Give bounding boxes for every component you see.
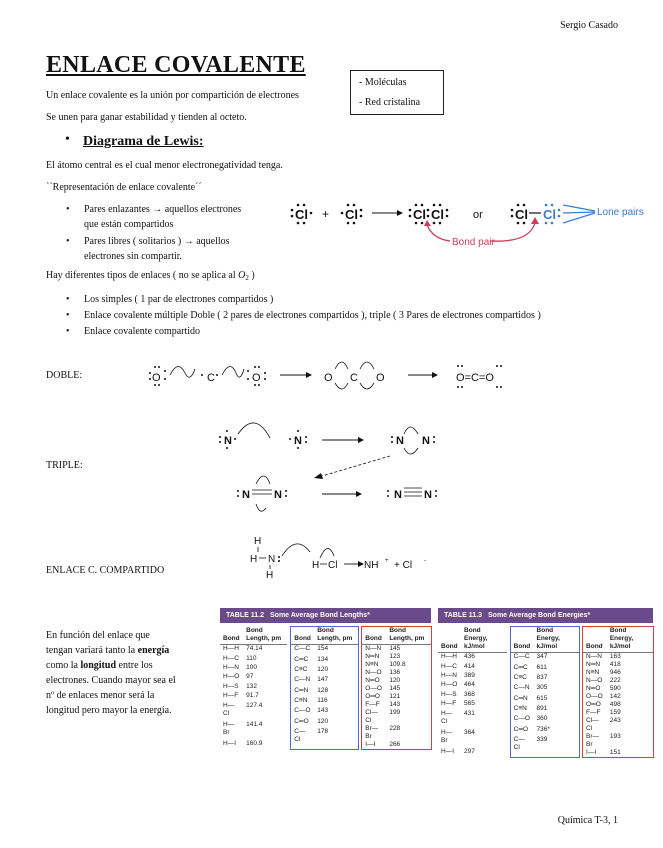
table-row — [438, 663, 507, 672]
co2-c-2: C — [350, 372, 358, 384]
table-row — [511, 674, 579, 684]
bond-name: C≡N — [513, 705, 527, 713]
bond-lengths-table-title: Some Average Bond Lengths* — [270, 612, 370, 619]
bonding-pairs-line2: que están compartidos — [84, 219, 174, 230]
cl-atom-3: Cl — [413, 207, 426, 222]
bond-name: Cl—Cl — [586, 717, 599, 732]
bond-name: O—O — [586, 693, 603, 700]
table-row — [583, 693, 653, 701]
bond-name: N—O — [365, 669, 382, 676]
table-row — [220, 683, 287, 692]
bond-value: 946 — [609, 669, 621, 676]
table-row — [362, 677, 431, 685]
co2-o-left-2: O — [324, 372, 333, 384]
table-row — [291, 687, 358, 697]
bond-name: O—O — [365, 685, 382, 692]
bonding-pairs-line1: • Pares enlazantes → aquellos electrones — [84, 202, 274, 217]
lewis-bullet-lone — [84, 234, 274, 264]
bond-value: 109.8 — [389, 661, 406, 668]
cl-charge: - — [424, 558, 426, 564]
intro-line-2: Se unen para ganar estabilidad y tienden al octeto. — [46, 112, 247, 123]
bond-value: 120 — [317, 665, 329, 673]
bond-name: C—N — [294, 676, 311, 684]
bond-lengths-col1: Bond Bond Length, pm H—H 74.14 H—C 110 H—N 100 H—O 97 H—S 132 H—F 91.7 H—Cl 127.4 H—Br 141.4 H—I 160.9 — [220, 627, 287, 749]
table-row — [291, 707, 358, 717]
cl-atom-6: Cl — [543, 207, 556, 222]
bond-name: I—I — [586, 749, 597, 756]
bond-lengths-table — [220, 608, 431, 749]
relation-line-2a: tengan variará tanto la — [46, 645, 138, 656]
bond-energies-table-title: Some Average Bond Energies* — [488, 612, 591, 619]
bond-name: N═N — [586, 661, 601, 668]
relation-line-1: En función del enlace que — [46, 630, 150, 641]
bond-value: 243 — [609, 717, 621, 724]
table-row — [438, 672, 507, 681]
bond-energies-col1: Bond Bond Energy, kJ/mol H—H 436 H—C 414 H—N 389 H—O 464 H—S 368 H—F 565 H—Cl 431 H—Br 364 H—I 297 — [438, 627, 507, 757]
bond-value: 120 — [317, 717, 329, 725]
table-row — [362, 661, 431, 669]
bond-value: 222 — [609, 677, 621, 684]
bond-name: H—O — [441, 681, 458, 689]
table-row — [362, 669, 431, 677]
hcl-h: H — [312, 560, 320, 571]
nh3-n: N — [268, 554, 276, 565]
table-row — [438, 710, 507, 729]
table-row — [291, 676, 358, 686]
types-intro-sub: 2 — [245, 274, 249, 282]
table-row — [438, 729, 507, 748]
bond-value: 339 — [536, 736, 548, 744]
box-item-crystal-network: - Red cristalina — [359, 97, 421, 108]
cl-ion: + Cl — [394, 560, 413, 571]
bond-value: 159 — [609, 709, 621, 716]
bond-value: 134 — [317, 655, 329, 663]
table-row — [362, 741, 431, 749]
bond-name: H—F — [223, 692, 239, 700]
bond-name: N═N — [365, 653, 380, 660]
table-row — [220, 721, 287, 740]
co2-o-left: O — [152, 372, 161, 384]
relation-length: longitud — [80, 660, 117, 671]
table-row — [583, 749, 653, 757]
bond-value: 266 — [389, 741, 401, 748]
bond-value: 297 — [464, 747, 475, 755]
cl-atom-2: Cl — [345, 207, 358, 222]
lewis-heading: Diagrama de Lewis: — [83, 134, 204, 149]
bond-name: Br—Br — [586, 733, 600, 748]
bond-value: 611 — [536, 663, 547, 671]
bond-name: C—C — [294, 645, 311, 652]
bond-value: 154 — [317, 645, 329, 652]
relation-line-3c: entre los — [116, 660, 153, 671]
bond-value: 97 — [246, 673, 254, 681]
n2-n-left-3: N — [242, 489, 250, 501]
table-row — [362, 685, 431, 693]
nh4-product: NH — [364, 560, 379, 571]
table-row — [511, 684, 579, 694]
bond-value: 163 — [609, 653, 621, 660]
lewis-line-2: ``Representación de enlace covalente´´ — [46, 182, 202, 193]
relation-paragraph — [46, 628, 206, 718]
bond-value: 837 — [536, 673, 548, 681]
bond-name: H—O — [223, 673, 240, 681]
bond-value: 121 — [389, 693, 401, 700]
table-row — [291, 718, 358, 728]
n2-n-left-4: N — [394, 489, 402, 501]
bond-name: C═O — [294, 717, 309, 725]
table-row — [438, 681, 507, 690]
bond-value: 389 — [464, 671, 475, 679]
bond-name: C—O — [294, 707, 311, 715]
table-row — [362, 653, 431, 661]
hcl-cl: Cl — [328, 560, 338, 571]
bond-value: 590 — [609, 685, 621, 692]
table-row — [291, 656, 358, 666]
bond-value: 147 — [317, 676, 329, 684]
lone-pairs-label: Lone pairs — [597, 207, 644, 218]
n2-n-right-2: N — [422, 435, 430, 447]
bond-value: 368 — [464, 690, 475, 698]
bond-value: 360 — [536, 715, 548, 723]
table-row — [583, 653, 653, 662]
bond-lengths-columns — [220, 627, 431, 749]
bond-energies-table — [438, 608, 653, 757]
bond-value: 145 — [389, 685, 401, 692]
relation-line-3a: como la — [46, 660, 81, 671]
nh3-h-left: H — [250, 554, 258, 565]
bond-name: H—H — [223, 645, 239, 652]
types-intro-suffix: ) — [248, 270, 255, 281]
types-intro — [46, 268, 255, 286]
lewis-bullet-bonding — [84, 202, 274, 232]
bond-value: 151 — [609, 749, 621, 756]
types-intro-formula: O — [238, 270, 246, 281]
table-row — [583, 733, 653, 749]
bond-name: H—Cl — [441, 709, 453, 725]
table-row — [438, 700, 507, 709]
bond-value: 136 — [389, 669, 401, 676]
table-row — [220, 740, 287, 750]
bond-name: H—I — [441, 747, 454, 755]
types-intro-prefix: Hay diferentes tipos de enlaces ( no se aplica al — [46, 270, 239, 281]
co2-diagram — [140, 355, 540, 405]
bond-name: C—C — [513, 653, 530, 660]
bond-name: F—F — [586, 709, 601, 716]
bond-energies-table-number: TABLE 11.3 — [444, 612, 482, 619]
bond-name: N═O — [365, 677, 380, 684]
table-row — [583, 709, 653, 717]
bond-name: N≡N — [586, 669, 600, 676]
table-row — [220, 645, 287, 655]
bond-name: C—Cl — [513, 736, 525, 752]
n2-n-right: N — [294, 435, 302, 447]
table-row — [220, 664, 287, 673]
table-row — [438, 691, 507, 700]
bond-value: 347 — [536, 653, 548, 660]
bond-value: 228 — [389, 725, 401, 732]
cl-atom-1: Cl — [295, 207, 308, 222]
table-row — [511, 695, 579, 705]
bond-value: 736* — [536, 725, 550, 733]
bond-value: 414 — [464, 662, 475, 670]
bond-value: 431 — [464, 709, 475, 717]
page-footer: Química T-3, 1 — [557, 815, 618, 826]
intro-line-1: Un enlace covalente es la unión por compartición de electrones — [46, 90, 299, 101]
co2-o-right-2: O — [376, 372, 385, 384]
bond-name: C═C — [294, 655, 309, 663]
bond-name: C≡C — [513, 673, 527, 681]
bond-name: H—N — [441, 671, 457, 679]
bond-value: 436 — [464, 653, 475, 660]
bond-value: 199 — [389, 709, 401, 716]
bond-name: H—F — [441, 700, 457, 708]
bond-value: 464 — [464, 681, 475, 689]
bond-name: F—F — [365, 701, 380, 708]
bond-lengths-table-header — [220, 608, 431, 623]
bond-name: C═N — [294, 686, 309, 694]
bond-value: 193 — [609, 733, 621, 740]
page-title: ENLACE COVALENTE — [46, 52, 306, 78]
table-row — [220, 673, 287, 682]
nh3-h-bottom: H — [266, 570, 274, 581]
or-label: or — [473, 209, 483, 221]
bond-name: C≡C — [294, 665, 308, 673]
lewis-heading-wrap — [65, 132, 204, 150]
bond-value: 100 — [246, 663, 257, 671]
author-name: Sergio Casado — [560, 20, 618, 31]
bond-value: 418 — [609, 661, 621, 668]
table-row — [291, 728, 358, 749]
bond-name: H—I — [223, 739, 236, 747]
bond-value: 143 — [389, 701, 401, 708]
bond-value: 141.4 — [246, 720, 263, 728]
bond-lengths-col2: Bond Bond Length, pm C—C 154 C═C 134 C≡C 120 C—N 147 C═N 128 C≡N 116 C—O 143 C═O 120 C—Cl 178 — [291, 627, 358, 749]
table-row — [220, 702, 287, 721]
bond-name: C═C — [513, 663, 528, 671]
table-row — [511, 736, 579, 757]
table-row — [220, 692, 287, 701]
table-row — [362, 645, 431, 654]
table-row — [511, 705, 579, 715]
bond-value: 565 — [464, 700, 475, 708]
table-row — [511, 664, 579, 674]
label-triple: TRIPLE: — [46, 460, 83, 471]
table-row — [438, 748, 507, 758]
nh4-diagram — [240, 530, 440, 585]
relation-line-5: nº de enlaces menor será la — [46, 690, 155, 701]
bond-value: 364 — [464, 728, 475, 736]
bond-energies-col3: Bond Bond Energy, kJ/mol N—N 163 N═N 418 N≡N 946 N—O 222 N═O 590 O—O 142 O═O 498 F—F 159 Cl—Cl 243 Br—Br 193 I—I 151 — [583, 627, 653, 757]
lone-pairs-line1: • Pares libres ( solitarios ) → aquellos — [84, 234, 274, 249]
relation-energy: energía — [137, 645, 170, 656]
bond-energies-table-header — [438, 608, 653, 623]
bond-name: H—Cl — [223, 701, 235, 717]
type-multiple: • Enlace covalente múltiple Doble ( 2 pares de electrones compartidos ), triple ( 3 Pares de electrones compartidos ) — [84, 308, 541, 323]
bond-name: H—C — [441, 662, 457, 670]
bond-pair-label: Bond pair — [452, 237, 495, 248]
bond-energies-columns — [438, 627, 653, 757]
bond-name: H—N — [223, 663, 239, 671]
box-item-molecules: - Moléculas — [359, 77, 407, 88]
n2-n-left-2: N — [396, 435, 404, 447]
bond-name: N—O — [586, 677, 603, 684]
bond-value: 178 — [317, 728, 329, 736]
bond-name: O═O — [586, 701, 601, 708]
bond-value: 142 — [609, 693, 621, 700]
cl-atom-5: Cl — [515, 207, 528, 222]
table-row — [291, 697, 358, 707]
label-compartido: ENLACE C. COMPARTIDO — [46, 565, 165, 576]
bond-name: H—S — [441, 690, 457, 698]
bond-name: C≡N — [294, 697, 308, 705]
bond-name: H—Br — [223, 720, 235, 736]
lone-pairs-line2: electrones sin compartir. — [84, 251, 183, 262]
bond-name: C—N — [513, 684, 530, 692]
bond-value: 128 — [317, 686, 329, 694]
table-row — [291, 645, 358, 656]
lewis-line-1: El átomo central es el cual menor electronegatividad tenga. — [46, 160, 283, 171]
table-row — [583, 701, 653, 709]
bond-name: O═O — [365, 693, 380, 700]
bond-name: C—Cl — [294, 728, 306, 744]
bond-value: 891 — [536, 705, 548, 713]
bond-value: 74.14 — [246, 645, 263, 652]
bond-value: 145 — [389, 645, 401, 652]
table-row — [362, 725, 431, 741]
bond-value: 116 — [317, 697, 328, 705]
types-list — [84, 292, 541, 339]
relation-line-6: longitud pero mayor la energía. — [46, 705, 172, 716]
bond-value: 120 — [389, 677, 401, 684]
lewis-cl2-diagram — [285, 193, 644, 255]
n2-n-left: N — [224, 435, 232, 447]
bond-value: 498 — [609, 701, 621, 708]
bond-name: H—S — [223, 682, 239, 690]
bullet-icon: • — [65, 132, 70, 147]
table-row — [583, 661, 653, 669]
bond-value: 127.4 — [246, 701, 263, 709]
table-row — [583, 685, 653, 693]
table-row — [362, 693, 431, 701]
relation-line-4: electrones. Cuando mayor sea el — [46, 675, 176, 686]
co2-final: O=C=O — [456, 372, 494, 384]
n2-n-right-3: N — [274, 489, 282, 501]
label-doble: DOBLE: — [46, 370, 83, 381]
co2-c: C — [207, 372, 215, 384]
table-row — [583, 669, 653, 677]
bond-energies-col2: Bond Bond Energy, kJ/mol C—C 347 C═C 611 C≡C 837 C—N 305 C═N 615 C≡N 891 C—O 360 C═O 736* C—Cl 339 — [511, 627, 579, 757]
cl-atom-4: Cl — [431, 207, 444, 222]
structure-types-box — [350, 70, 444, 115]
n2-diagram — [210, 412, 470, 522]
type-coordinate: • Enlace covalente compartido — [84, 324, 541, 339]
bond-name: N≡N — [365, 661, 379, 668]
bond-name: N═O — [586, 685, 601, 692]
bond-value: 615 — [536, 694, 548, 702]
bond-name: C═N — [513, 694, 528, 702]
bond-name: I—I — [365, 741, 376, 748]
bond-name: C—O — [513, 715, 530, 723]
bond-name: Br—Br — [365, 725, 379, 740]
bond-value: 110 — [246, 654, 257, 662]
table-row — [583, 717, 653, 733]
plus-sign: + — [322, 207, 330, 221]
n2-n-right-4: N — [424, 489, 432, 501]
bond-value: 132 — [246, 682, 257, 690]
bond-value: 91.7 — [246, 692, 259, 700]
nh4-charge: + — [385, 558, 389, 564]
table-row — [362, 701, 431, 709]
table-row — [511, 726, 579, 736]
bond-name: H—H — [441, 653, 457, 660]
table-row — [511, 653, 579, 664]
table-row — [291, 666, 358, 676]
table-row — [362, 709, 431, 725]
bond-value: 123 — [389, 653, 401, 660]
bond-value: 305 — [536, 684, 548, 692]
bond-name: Cl—Cl — [365, 709, 378, 724]
bond-name: N—N — [365, 645, 382, 652]
table-row — [220, 655, 287, 664]
type-simple: • Los simples ( 1 par de electrones compartidos ) — [84, 292, 541, 307]
table-row — [511, 715, 579, 725]
co2-o-right: O — [252, 372, 261, 384]
nh3-h-top: H — [254, 536, 262, 547]
bond-name: N—N — [586, 653, 602, 660]
table-row — [583, 677, 653, 685]
bond-lengths-col3: Bond Bond Length, pm N—N 145 N═N 123 N≡N 109.8 N—O 136 N═O 120 O—O 145 O═O 121 F—F 143 Cl—Cl 199 Br—Br 228 I—I 266 — [362, 627, 431, 749]
bond-value: 143 — [317, 707, 329, 715]
bond-value: 160.9 — [246, 739, 263, 747]
table-row — [438, 653, 507, 663]
bond-name: C═O — [513, 725, 529, 733]
bond-name: H—Br — [441, 728, 453, 744]
bond-lengths-table-number: TABLE 11.2 — [226, 612, 264, 619]
bond-name: H—C — [223, 654, 239, 662]
